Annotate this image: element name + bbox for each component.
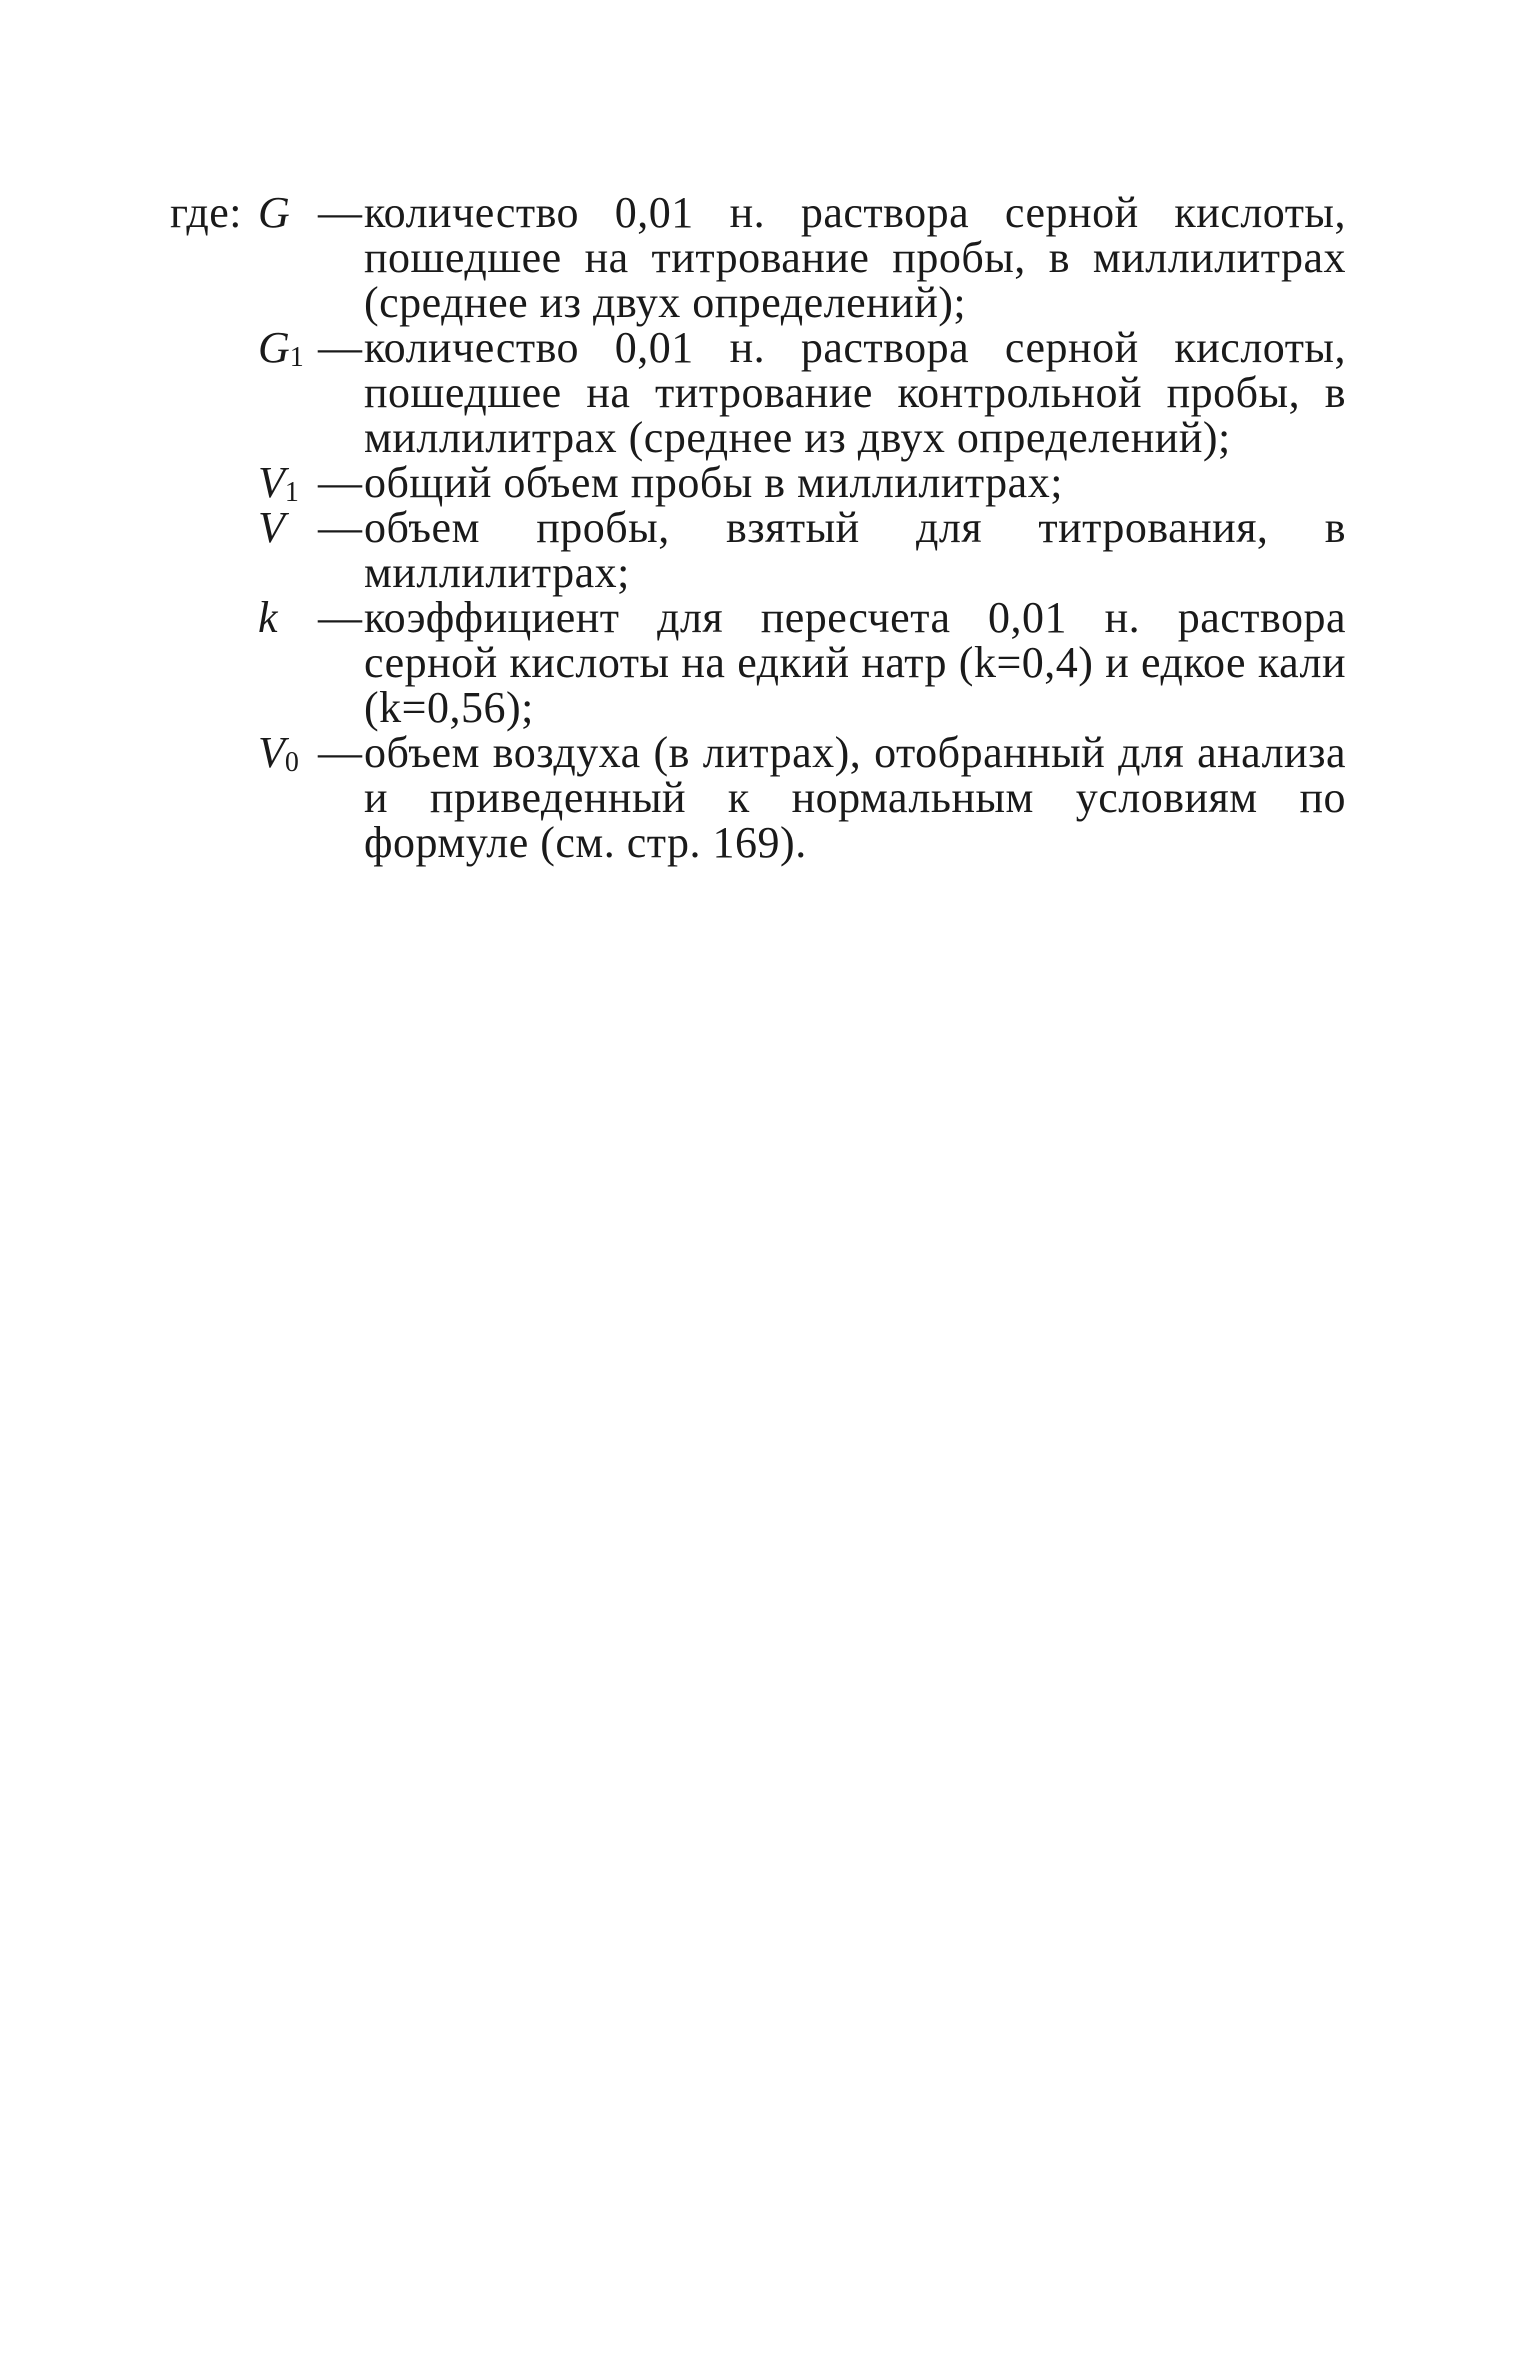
definition-dash: — (318, 728, 363, 777)
definition-item (170, 595, 1350, 730)
definition-text-wrap (318, 593, 1350, 732)
definition-item (170, 730, 1350, 865)
definition-text-wrap (318, 503, 1350, 597)
definition-text-wrap (318, 323, 1350, 462)
variable-definitions (170, 190, 1350, 865)
definition-item (170, 325, 1350, 460)
definition-text: объем воздуха (в литрах), отобранный для анализа и приведенный к нормальным условиям по формуле (см. стр. 169). (364, 728, 1346, 867)
definition-dash: — (318, 458, 363, 507)
definition-symbol: V0 (258, 728, 299, 778)
definition-text: количество 0,01 н. раствора серной кислоты, пошедшее на титрование контрольной пробы, в миллилитрах (среднее из двух определений); (364, 323, 1346, 462)
definition-symbol: G (258, 188, 290, 237)
definition-dash: — (318, 188, 363, 237)
definition-dash: — (318, 323, 363, 372)
definition-item (170, 505, 1350, 595)
definition-text-wrap (318, 728, 1350, 867)
definition-symbol: V1 (258, 458, 299, 508)
definition-text: коэффициент для пересчета 0,01 н. раствора серной кислоты на едкий натр (k=0,4) и едкое кали (k=0,56); (364, 593, 1346, 732)
definition-item (170, 190, 1350, 325)
where-label: где: (170, 188, 242, 237)
definition-text-wrap (318, 188, 1350, 327)
definition-text-wrap (318, 458, 1350, 507)
definition-dash: — (318, 503, 363, 552)
definition-text: общий объем пробы в миллилитрах; (364, 458, 1063, 507)
definition-symbol: G1 (258, 323, 304, 373)
definition-symbol: k (258, 593, 278, 642)
definition-text: количество 0,01 н. раствора серной кислоты, пошедшее на титрование пробы, в миллилитрах (среднее из двух определений); (364, 188, 1346, 327)
definition-dash: — (318, 593, 363, 642)
definition-item (170, 458, 1350, 508)
definition-symbol: V (258, 503, 285, 552)
definition-text: объем пробы, взятый для титрования, в миллилитрах; (364, 503, 1346, 597)
